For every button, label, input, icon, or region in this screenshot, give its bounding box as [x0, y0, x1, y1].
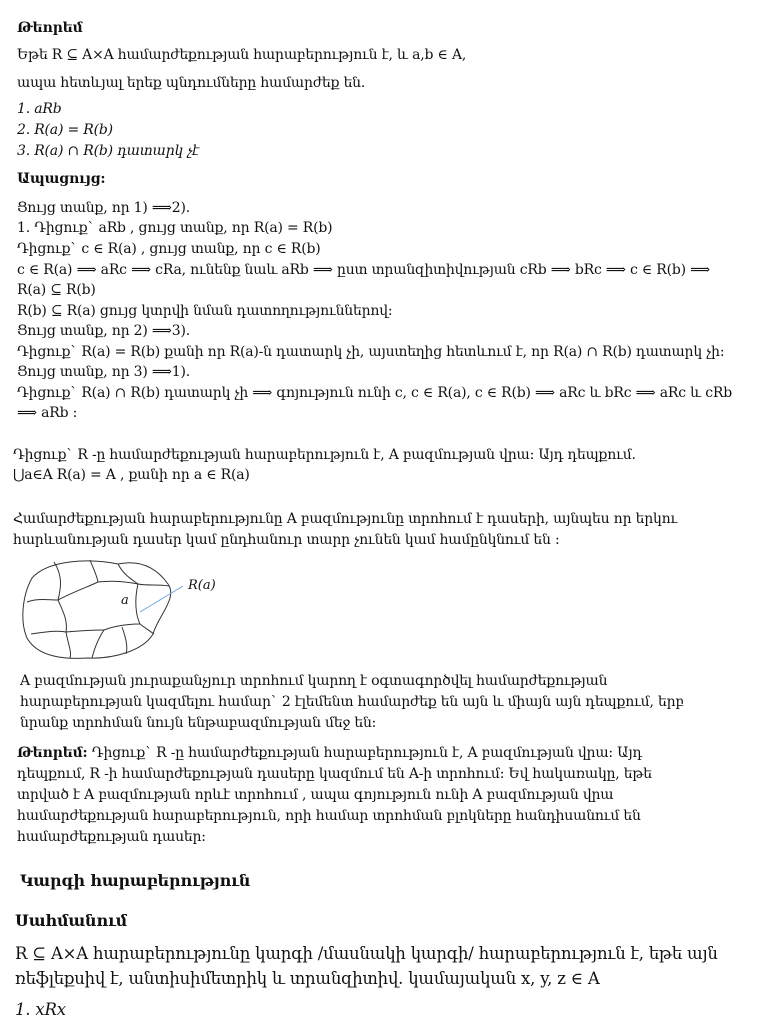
proof-line: 1. Դիցուք` aRb , ցույց տանք, որ R(a) = R(b)	[17, 220, 333, 236]
theorem-statement-line: Եթե R ⊆ A×A համարժեքության հարաբերություն է, և a,b ∈ A,	[17, 47, 467, 63]
partition-line: հարևանության դասեր կամ ընդհանուր տարր չունեն կամ համընկնում են :	[13, 532, 560, 548]
theorem2-line: համարժեքության հարաբերություն, որի համար տրոհման բլոկները հանդիսանում են	[17, 808, 641, 824]
theorem-statement-line: ապա հետևյալ երեք պնդումները համարժեք են.	[17, 75, 366, 91]
proof-line: Դիցուք` R(a) ∩ R(b) դատարկ չի ⟹ գոյություն ունի c, c ∈ R(a), c ∈ R(b) ⟹ aRc և bRc ⟹ aRc և cRb	[17, 385, 732, 401]
remark-line: Դիցուք` R -ը համարժեքության հարաբերություն է, A բազմության վրա: Այդ դեպքում.	[13, 447, 636, 463]
partition-line	[58, 582, 98, 600]
after-figure-line: հարաբերության կազմելու համար` 2 էլեմենտ համարժեք են այն և միայն այն դեպքում, երբ	[20, 694, 684, 710]
definition-title: Սահմանում	[15, 911, 128, 930]
theorem-title: Թեորեմ	[17, 20, 83, 36]
condition-item: 1. aRb	[17, 101, 62, 117]
proof-line: R(a) ⊆ R(b)	[17, 282, 96, 298]
condition-item: 3. R(a) ∩ R(b) դատարկ չէ	[17, 143, 200, 159]
partition-line	[136, 584, 140, 624]
partition-line	[138, 584, 169, 586]
proof-line: R(b) ⊆ R(a) ցույց կտրվի նման դատողություններով:	[17, 303, 393, 319]
partition-line: Համարժեքության հարաբերությունը A բազմությունը տրոհում է դասերի, այնպես որ երկու	[13, 511, 678, 527]
point-label: a	[121, 593, 129, 608]
proof-title: Ապացույց:	[17, 171, 106, 187]
after-figure-line: A բազմության յուրաքանչյուր տրոհում կարող է օգտագործվել համարժեքության	[20, 673, 608, 689]
condition-item: 2. R(a) = R(b)	[17, 122, 113, 138]
theorem2-line: տրված է A բազմության որևէ տրոհում , ապա գոյություն ունի A բազմության վրա	[17, 787, 614, 803]
theorem2-line: համարժեքության դասեր:	[17, 829, 206, 845]
proof-line: ⟹ aRb :	[17, 405, 78, 421]
pointer-line	[140, 586, 183, 612]
proof-line: Ցույց տանք, որ 1) ⟹2).	[17, 200, 190, 216]
class-label: R(a)	[188, 578, 216, 593]
partition-line	[98, 581, 138, 584]
partition-line	[66, 630, 104, 632]
definition-line: ռեֆլեքսիվ է, անտիսիմետրիկ և տրանզիտիվ. կամայական x, y, z ∈ A	[15, 969, 600, 988]
partition-diagram	[18, 556, 243, 664]
partition-line	[90, 560, 98, 582]
proof-line: Ցույց տանք, որ 2) ⟹3).	[17, 323, 190, 339]
proof-line: Ցույց տանք, որ 3) ⟹1).	[17, 364, 190, 380]
partition-line	[92, 630, 104, 658]
property-item: 1. xRx	[15, 1000, 66, 1019]
partition-line	[118, 564, 138, 584]
partition-line	[54, 562, 61, 600]
proof-line: c ∈ R(a) ⟹ aRc ⟹ cRa, ունենք նաև aRb ⟹ ըստ տրանզիտիվության cRb ⟹ bRc ⟹ c ∈ R(b) ⟹	[17, 262, 711, 278]
proof-line: Դիցուք` c ∈ R(a) , ցույց տանք, որ c ∈ R(b)	[17, 241, 321, 257]
theorem2-line: դեպքում, R -ի համարժեքության դասերը կազմում են A-ի տրոհում: Եվ հակառակը, եթե	[17, 766, 652, 782]
theorem2-first-line	[17, 744, 642, 762]
partition-line	[27, 600, 58, 603]
partition-line	[31, 631, 66, 634]
proof-line: Դիցուք` R(a) = R(b) քանի որ R(a)-ն դատարկ չի, այստեղից հետևում է, որ R(a) ∩ R(b) դատարկ չի:	[17, 344, 725, 360]
definition-line: R ⊆ A×A հարաբերությունը կարգի /մասնակի կարգի/ հարաբերություն է, եթե այն	[15, 944, 718, 963]
theorem2-label: Թեորեմ:	[17, 745, 88, 761]
theorem2-line: Դիցուք` R -ը համարժեքության հարաբերություն է, A բազմության վրա: Այդ	[87, 745, 642, 761]
section-heading: Կարգի հարաբերություն	[20, 871, 251, 890]
remark-line: ⋃a∈A R(a) = A , քանի որ a ∈ R(a)	[13, 467, 250, 483]
after-figure-line: նրանք տրոհման նույն ենթաբազմության մեջ են:	[20, 715, 377, 731]
partition-line	[58, 600, 66, 632]
partition-line	[140, 624, 154, 634]
partition-line	[66, 632, 71, 658]
partition-line	[122, 627, 127, 654]
